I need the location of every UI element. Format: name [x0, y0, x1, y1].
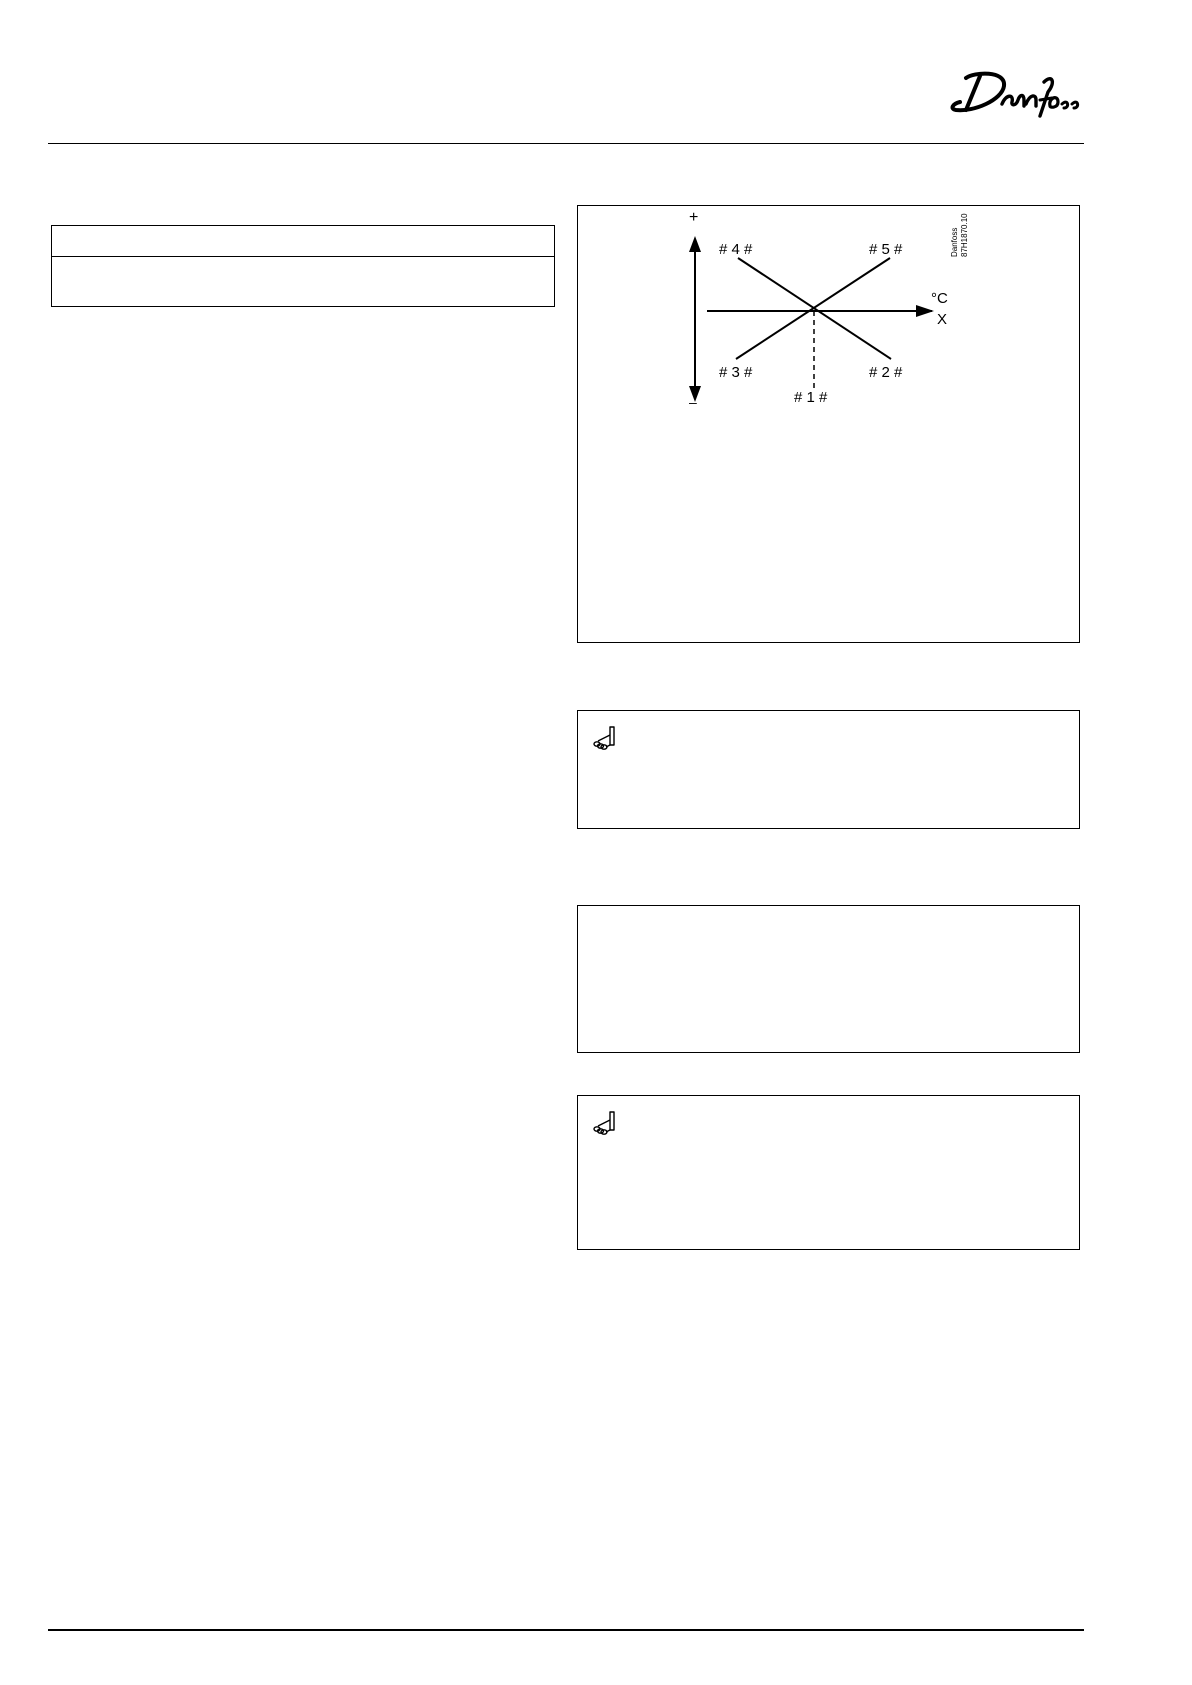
note-box-1 — [577, 710, 1080, 829]
pointing-hand-icon — [592, 1110, 622, 1138]
label-4: # 4 # — [719, 241, 753, 258]
table-header-divider — [52, 256, 554, 257]
label-2: # 2 # — [869, 364, 903, 381]
label-3: # 3 # — [719, 364, 753, 381]
pointing-hand-icon — [592, 725, 622, 753]
footer-rule — [48, 1629, 1084, 1631]
plus-sign: + — [689, 209, 699, 226]
figure-code-number: 87H1870.10 — [960, 213, 969, 257]
figure-code-brand: Danfoss — [950, 227, 959, 257]
label-5: # 5 # — [869, 241, 903, 258]
danfoss-logo — [944, 60, 1084, 124]
unit-label: °C — [931, 290, 948, 307]
x-axis-label: X — [937, 311, 948, 328]
info-box — [577, 905, 1080, 1053]
header-rule — [48, 143, 1084, 144]
curve-diagram — [578, 206, 1079, 642]
figure-code — [950, 209, 998, 257]
note-box-2 — [577, 1095, 1080, 1250]
minus-sign: – — [689, 394, 697, 410]
label-1: # 1 # — [794, 389, 828, 406]
parameter-table — [51, 225, 555, 307]
figure-box — [577, 205, 1080, 643]
